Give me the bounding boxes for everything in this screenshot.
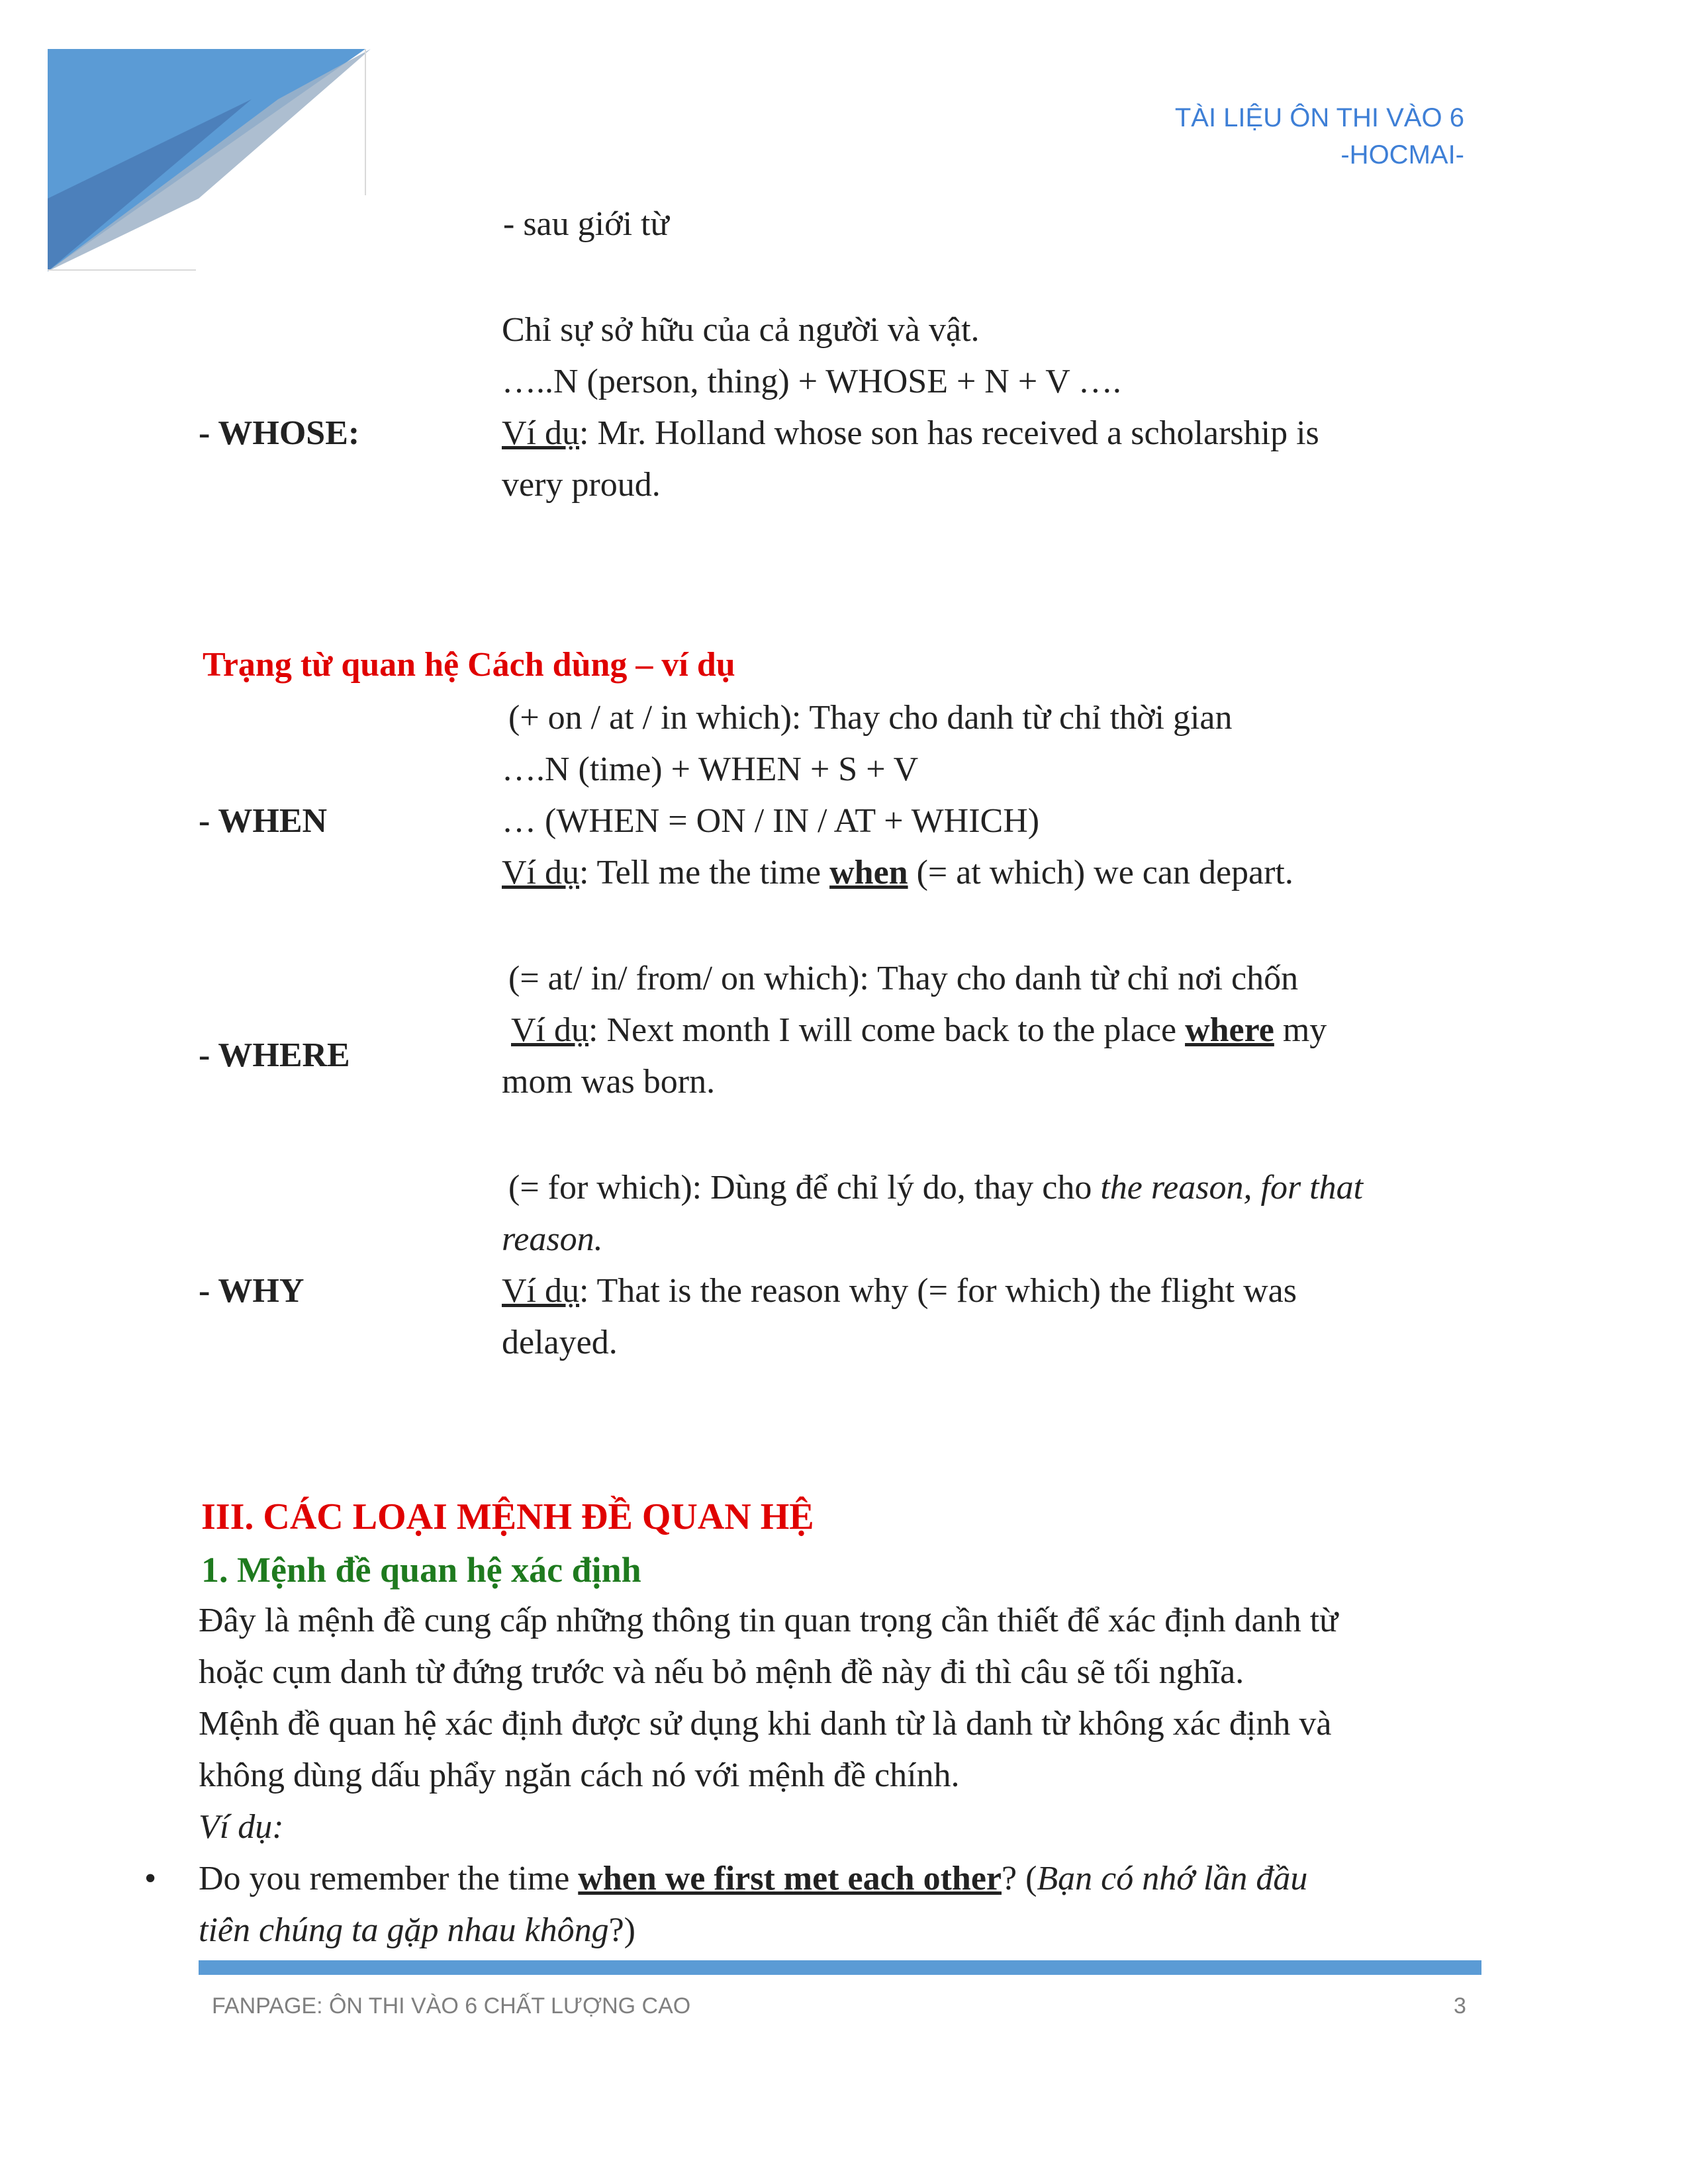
why-line-1: (= for which): Dùng để chỉ lý do, thay cho the reason, for that bbox=[508, 1169, 1364, 1206]
when-line-1: (+ on / at / in which): Thay cho danh từ chỉ thời gian bbox=[508, 699, 1233, 737]
where-example: Ví dụ: Next month I will come back to the place where my bbox=[511, 1011, 1327, 1049]
bullet-line-2: tiên chúng ta gặp nhau không?) bbox=[199, 1911, 635, 1949]
example-label: Ví dụ bbox=[502, 854, 579, 891]
when-line-2: ….N (time) + WHEN + S + V bbox=[502, 751, 919, 788]
keyword-where: where bbox=[1185, 1011, 1274, 1049]
header-line-1: TÀI LIỆU ÔN THI VÀO 6 bbox=[1174, 103, 1464, 132]
page-number: 3 bbox=[1454, 1993, 1466, 2019]
when-label: - WHEN bbox=[199, 802, 328, 840]
paragraph-line-3: Mệnh đề quan hệ xác định được sử dụng khi danh từ là danh từ không xác định và bbox=[199, 1705, 1332, 1743]
paragraph-line-1: Đây là mệnh đề cung cấp những thông tin quan trọng cần thiết để xác định danh từ bbox=[199, 1602, 1338, 1639]
bullet-icon: • bbox=[144, 1860, 157, 1897]
why-line-2: reason. bbox=[502, 1220, 603, 1258]
adverbs-heading: Trạng từ quan hệ Cách dùng – ví dụ bbox=[203, 646, 735, 684]
bullet-line-1: Do you remember the time when we first met each other? (Bạn có nhớ lần đầu bbox=[199, 1860, 1308, 1897]
why-label: - WHY bbox=[199, 1272, 305, 1310]
section-heading: III. CÁC LOẠI MỆNH ĐỀ QUAN HỆ bbox=[201, 1496, 814, 1537]
example-label: Ví dụ bbox=[502, 1272, 579, 1310]
why-example: Ví dụ: That is the reason why (= for which) the flight was bbox=[502, 1272, 1297, 1310]
where-label: - WHERE bbox=[199, 1036, 350, 1074]
example-label: Ví dụ bbox=[502, 414, 579, 452]
header-line-2: -HOCMAI- bbox=[1340, 140, 1464, 169]
when-line-3: … (WHEN = ON / IN / AT + WHICH) bbox=[502, 802, 1040, 840]
footer-bar bbox=[199, 1960, 1481, 1975]
where-example-cont: mom was born. bbox=[502, 1063, 716, 1101]
where-line-1: (= at/ in/ from/ on which): Thay cho danh từ chỉ nơi chốn bbox=[508, 960, 1299, 997]
example-heading: Ví dụ: bbox=[199, 1808, 284, 1846]
paragraph-line-2: hoặc cụm danh từ đứng trước và nếu bỏ mệnh đề này đi thì câu sẽ tối nghĩa. bbox=[199, 1653, 1244, 1691]
keyword-when: when bbox=[829, 854, 908, 891]
whose-example: Ví dụ: Mr. Holland whose son has received a scholarship is bbox=[502, 414, 1319, 452]
example-label: Ví dụ bbox=[511, 1011, 588, 1049]
prev-line: - sau giới từ bbox=[503, 205, 669, 243]
why-example-cont: delayed. bbox=[502, 1324, 618, 1361]
whose-line-1: Chỉ sự sở hữu của cả người và vật. bbox=[502, 311, 980, 349]
header-title bbox=[1175, 99, 1464, 173]
whose-line-2: …..N (person, thing) + WHOSE + N + V …. bbox=[502, 363, 1121, 400]
whose-example-cont: very proud. bbox=[502, 466, 661, 504]
when-example: Ví dụ: Tell me the time when (= at which) we can depart. bbox=[502, 854, 1293, 891]
footer-text: FANPAGE: ÔN THI VÀO 6 CHẤT LƯỢNG CAO bbox=[212, 1993, 691, 2019]
whose-label: - WHOSE: bbox=[199, 414, 360, 452]
subsection-heading: 1. Mệnh đề quan hệ xác định bbox=[201, 1550, 641, 1590]
paragraph-line-4: không dùng dấu phẩy ngăn cách nó với mệnh đề chính. bbox=[199, 1756, 960, 1794]
logo-graphic bbox=[0, 0, 397, 285]
bullet-keyword: when we first met each other bbox=[578, 1860, 1002, 1897]
